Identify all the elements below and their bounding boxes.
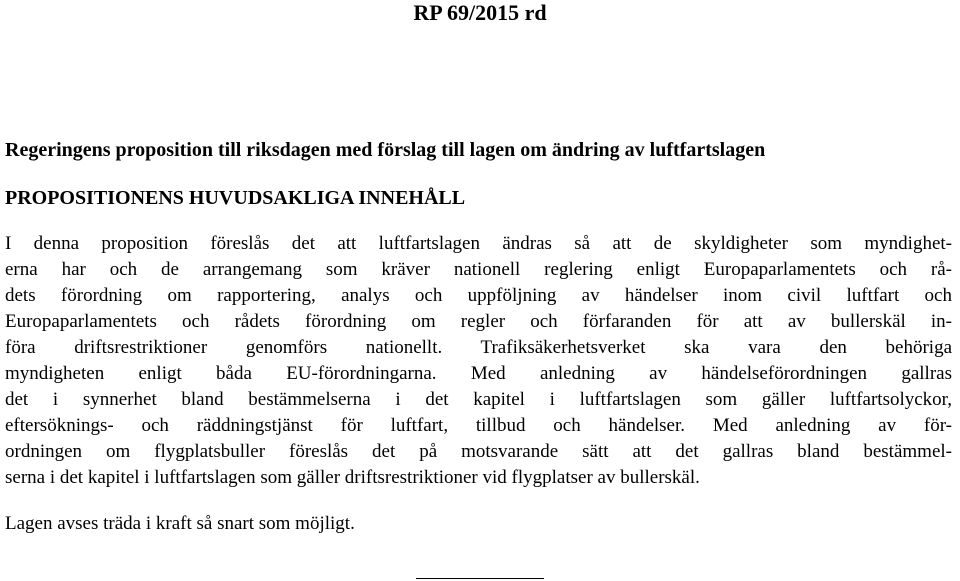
paragraph-line: det i synnerhet bland bestämmelserna i det kapitel i luftfartslagen som gäller luftfartsolyckor, [5,389,952,410]
document-id: RP 69/2015 rd [413,0,547,25]
paragraph-line: I denna proposition föreslås det att luftfartslagen ändras så att de skyldigheter som myndighet- [5,233,952,254]
effective-date-statement: Lagen avses träda i kraft så snart som möjligt. [5,513,355,534]
paragraph-line: Europaparlamentets och rådets förordning om regler och förfaranden för att av bullerskäl in- [5,311,952,332]
paragraph-line: eftersöknings- och räddningstjänst för luftfart, tillbud och händelser. Med anledning av för- [5,415,952,436]
end-rule-divider [416,578,544,579]
summary-paragraph [5,231,952,491]
paragraph-line: dets förordning om rapportering, analys och uppföljning av händelser inom civil luftfart och [5,285,952,306]
proposition-title: Regeringens proposition till riksdagen med förslag till lagen om ändring av luftfartslagen [5,139,766,161]
section-heading: PROPOSITIONENS HUVUDSAKLIGA INNEHÅLL [5,187,466,209]
paragraph-line: myndigheten enligt båda EU-förordningarna. Med anledning av händelseförordningen gallras [5,363,952,384]
paragraph-line: erna har och de arrangemang som kräver nationell reglering enligt Europaparlamentets och rå- [5,259,952,280]
paragraph-line: ordningen om flygplatsbuller föreslås det på motsvarande sätt att det gallras bland bestämmel- [5,441,952,462]
paragraph-line: serna i det kapitel i luftfartslagen som gäller driftsrestriktioner vid flygplatser av bullerskäl. [5,467,700,488]
paragraph-line: föra driftsrestriktioner genomförs nationellt. Trafiksäkerhetsverket ska vara den behöriga [5,337,952,358]
